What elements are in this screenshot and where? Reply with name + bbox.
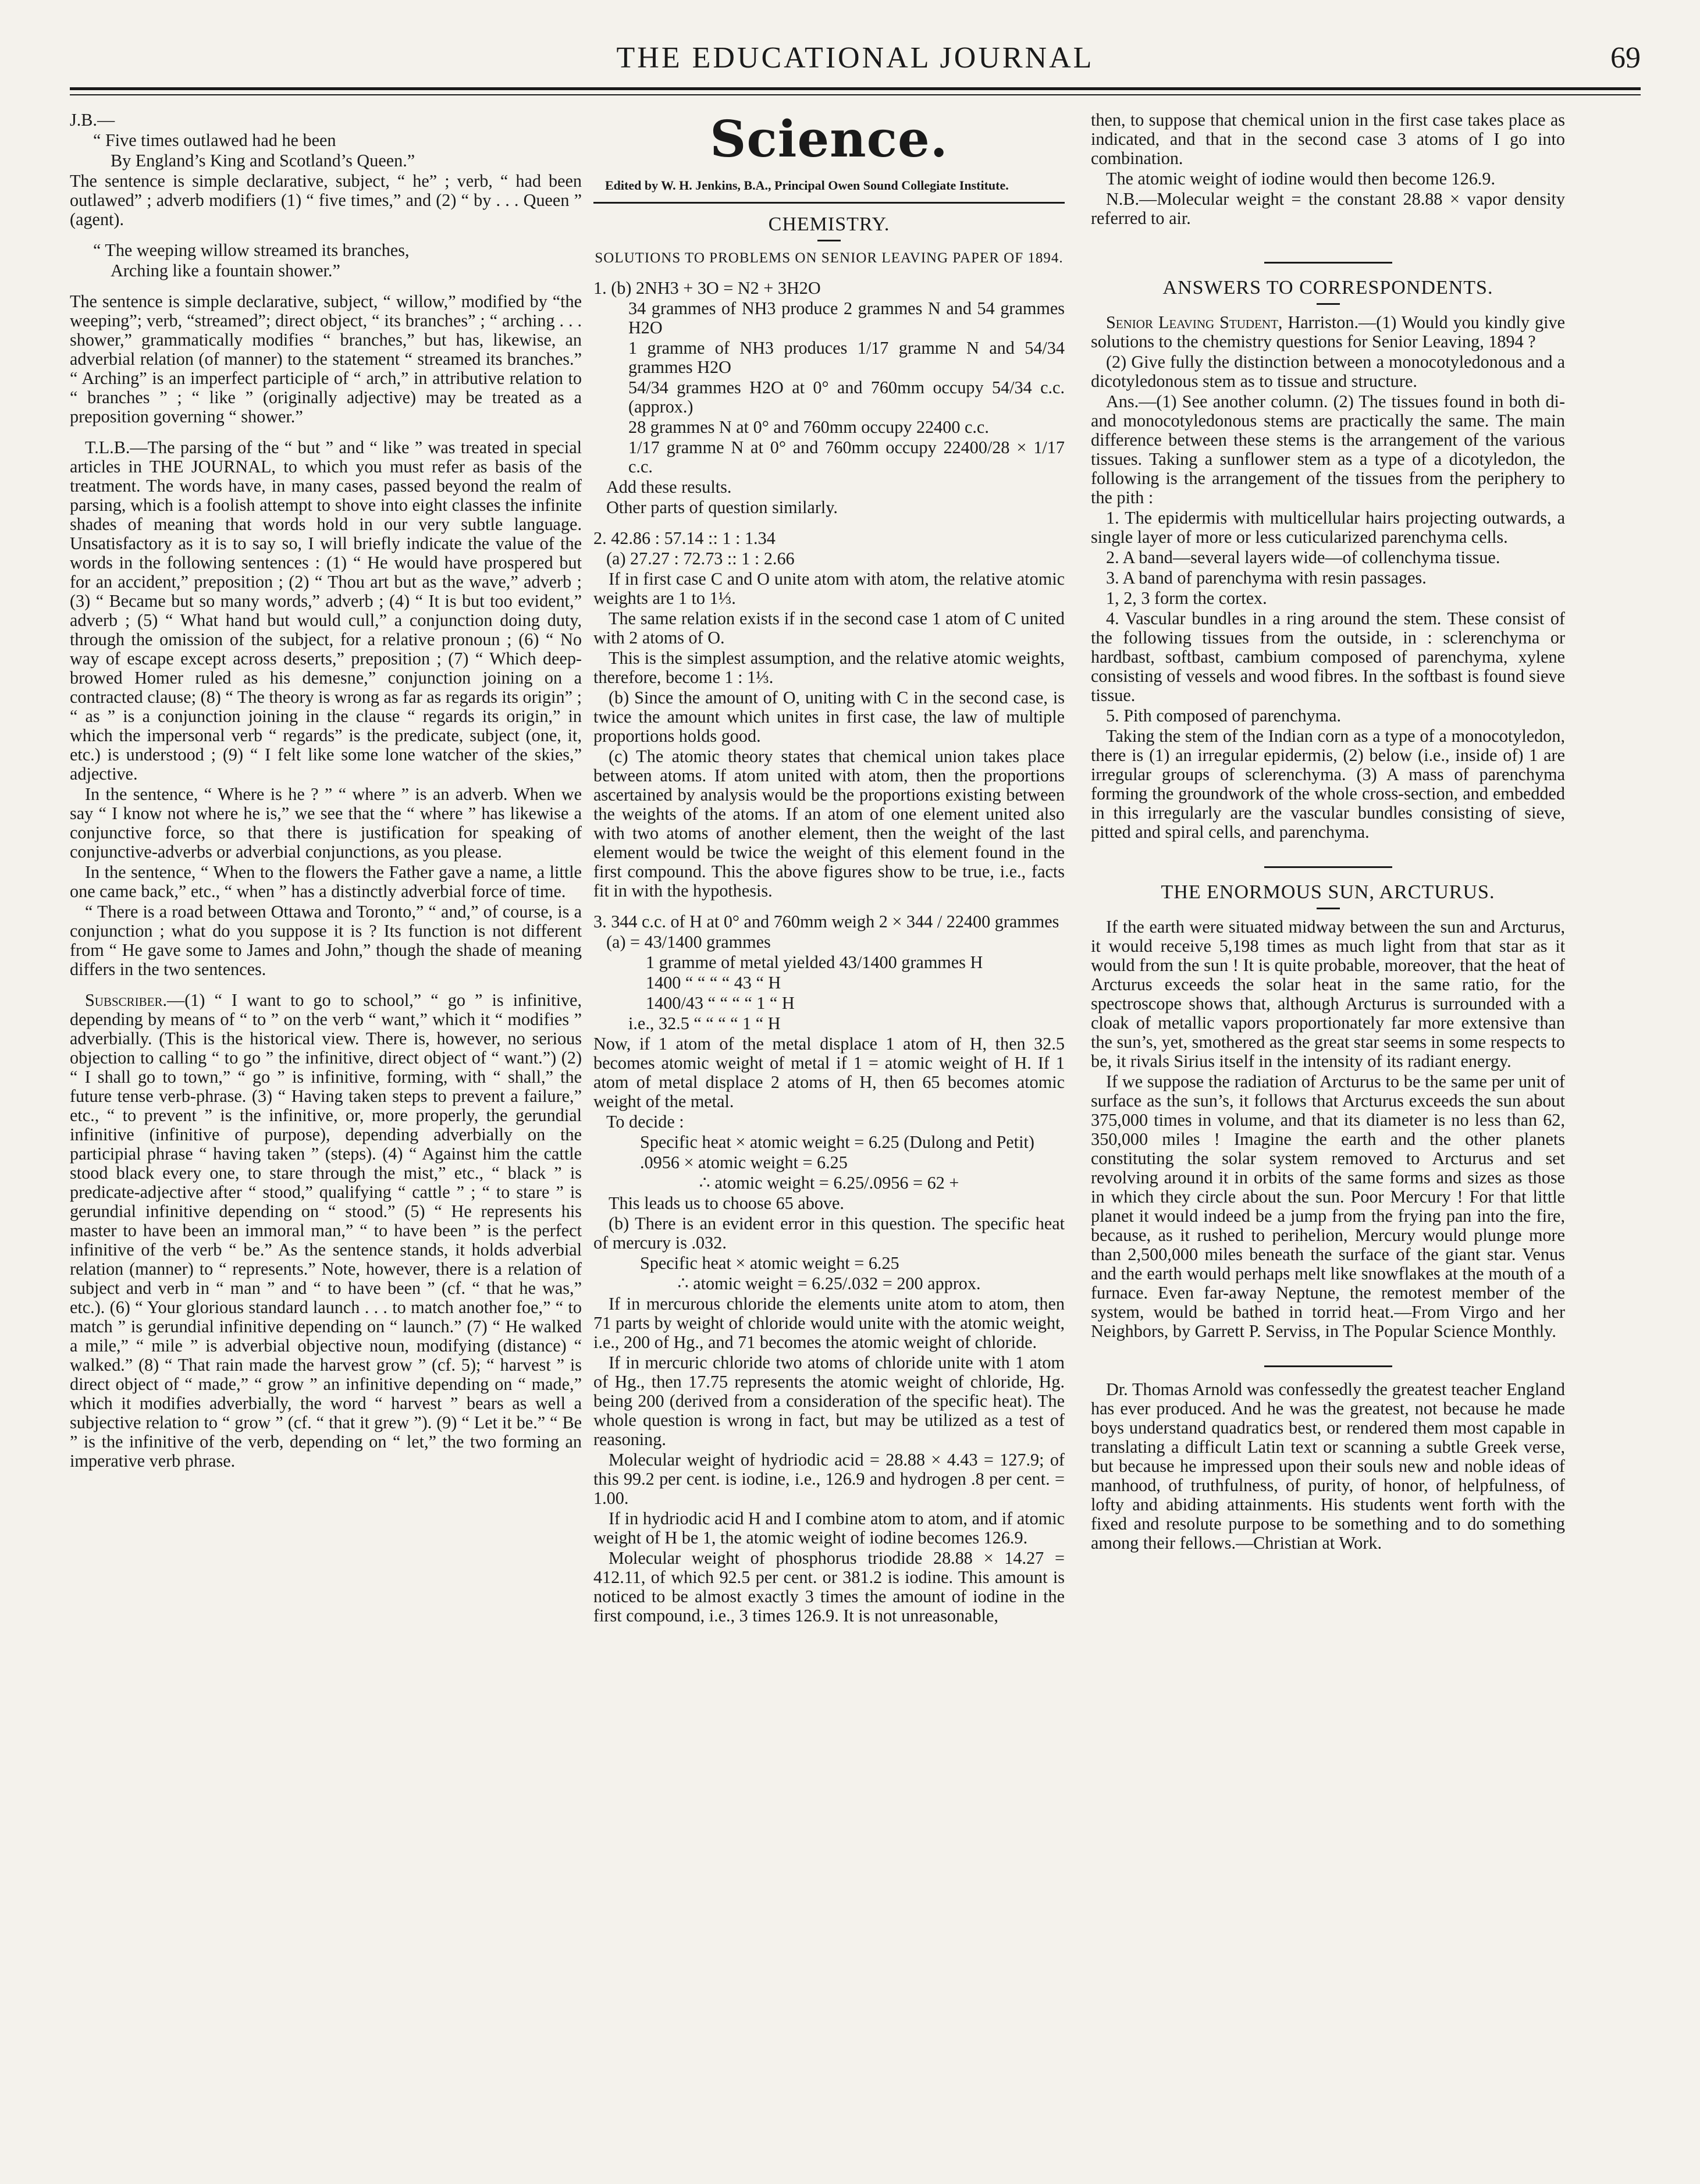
- jb-quote1-line2: By England’s King and Scotland’s Queen.”: [111, 151, 415, 170]
- q3-line-a: (a) = 43/1400 grammes: [606, 932, 771, 952]
- answers-paragraph-4: Taking the stem of the Indian corn as a type of a monocotyledon, there is (1) an irregular epidermis, (2) below (i.e., inside of) 1 are irregular groups of sclerenchyma. (3) A mass of parenchyma forming the groundwork of the whole cross-section, and embedded in this irregularly are the vascular bundles consisting of sieve, pitted and spiral cells, and parenchyma.: [1091, 726, 1565, 842]
- chemistry-dash: [817, 240, 841, 241]
- jb-label: J.B.—: [70, 111, 115, 130]
- jb-quote2-line1: “ The weeping willow streamed its branches,: [93, 240, 410, 260]
- q3-paragraph-4: If in mercurous chloride the elements unite atom to atom, then 71 parts by weight of chloride would unite with the atomic weight, i.e., 200 of Hg., and 71 becomes the atomic weight of chloride.: [593, 1294, 1065, 1352]
- q3-specific-heat-4: Specific heat × atomic weight = 6.25: [640, 1253, 899, 1273]
- answers-list-5: 5. Pith composed of parenchyma.: [1106, 706, 1342, 725]
- section-divider-1: [1264, 262, 1392, 264]
- column-science: [593, 111, 1065, 2141]
- answers-question-1: Harriston.—(1) Would you kindly give solutions to the chemistry questions for Senior Leaving, 1894 ?: [1091, 312, 1565, 351]
- q3-specific-heat-3: ∴ atomic weight = 6.25/.0956 = 62 +: [699, 1173, 959, 1193]
- q3-paragraph-3: (b) There is an evident error in this question. The specific heat of mercury is .032.: [593, 1214, 1065, 1253]
- answers-paragraph-2: (2) Give fully the distinction between a monocotyledonous and a dicotyledonous stem as to tissue and structure.: [1091, 352, 1565, 391]
- journal-title: THE EDUCATIONAL JOURNAL: [616, 41, 1094, 74]
- jb-quote2-line2: Arching like a fountain shower.”: [111, 261, 340, 280]
- tlb-paragraph-2: In the sentence, “ Where is he ? ” “ where ” is an adverb. When we say “ I know not where he is,” we see that the “ where ” has likewise a conjunctive force, so that there is justification for speaking of conjunctive-adverbs or adverbial conjunctions, as you please.: [70, 784, 582, 862]
- q1-line-g: Other parts of question similarly.: [606, 497, 838, 517]
- header-rule-thick: [70, 87, 1641, 90]
- q1-line-c: 54/34 grammes H2O at 0° and 760mm occupy 54/34 c.c. (approx.): [628, 378, 1065, 417]
- q3-line-b: 1 gramme of metal yielded 43/1400 grammes H: [646, 952, 983, 972]
- q3-specific-heat-1: Specific heat × atomic weight = 6.25 (Dulong and Petit): [640, 1132, 1034, 1152]
- answers-list-2: 2. A band—several layers wide—of collenchyma tissue.: [1106, 547, 1500, 567]
- jb-paragraph-1: The sentence is simple declarative, subject, “ he” ; verb, “ had been outlawed” ; adverb modifiers (1) “ five times,” and (2) “ by . . . Queen ” (agent).: [70, 171, 582, 229]
- answers-paragraph-1: [1091, 313, 1565, 351]
- q2-ratio-a: (a) 27.27 : 72.73 :: 1 : 2.66: [606, 549, 795, 568]
- q1-line-e: 1/17 gramme N at 0° and 760mm occupy 22400/28 × 1/17 c.c.: [628, 437, 1065, 476]
- q3-decide: To decide :: [606, 1112, 684, 1132]
- q2-paragraph-3: This is the simplest assumption, and the relative atomic weights, therefore, become 1 : 1⅓.: [593, 648, 1065, 687]
- q3-line-d: 1400/43 “ “ “ “ 1 “ H: [646, 993, 795, 1013]
- arnold-paragraph: Dr. Thomas Arnold was confessedly the greatest teacher England has ever produced. And he was the greatest, not because he made boys understand quadratics best, or rendered them most capable in translating a difficult Latin text or scanning a subtle Greek verse, but because he impressed upon their souls new and noble ideas of manhood, of truthfulness, of purity, of honor, of helpfulness, of lofty and abiding attainments. His students went forth with the fixed and resolute purpose to be something and to do something among their fellows.—Christian at Work.: [1091, 1379, 1565, 1553]
- tlb-paragraph-4: “ There is a road between Ottawa and Toronto,” “ and,” of course, is a conjunction ; what do you suppose it is ? Its function is not different from “ He gave some to James and John,” though the shade of meaning differs in the two sentences.: [70, 902, 582, 979]
- arcturus-paragraph-2: If we suppose the radiation of Arcturus to be the same per unit of surface as the sun’s, it follows that Arcturus exceeds the sun about 375,000 times in volume, and that its diameter is no less than 62, 350,000 miles ! Imagine the earth and the other planets constituting the solar system removed to Arcturus and set revolving around it in orbits of the same forms and sizes as those in which they circle about the sun. Poor Mercury ! For that little planet it would indeed be a jump from the frying pan into the fire, because, as it rushed to perihelion, Mercury would plunge more than 2,500,000 miles beneath the surface of the giant star. Venus and the earth would perhaps melt like snowflakes at the mouth of a furnace. Even far-away Neptune, the remotest member of the system, would be bathed in torrid heat.—From Virgo and her Neighbors, by Garrett P. Serviss, in The Popular Science Monthly.: [1091, 1072, 1565, 1341]
- q1-line-a: 34 grammes of NH3 produce 2 grammes N and 54 grammes H2O: [628, 298, 1065, 337]
- editor-note: Edited by W. H. Jenkins, B.A., Principal Owen Sound Collegiate Institute.: [605, 178, 1009, 193]
- q3-paragraph-7: If in hydriodic acid H and I combine atom to atom, and if atomic weight of H be 1, the atomic weight of iodine becomes 126.9.: [593, 1509, 1065, 1548]
- q2-paragraph-1: If in first case C and O unite atom with atom, the relative atomic weights are 1 to 1⅓.: [593, 569, 1065, 608]
- correspondent-name: Senior Leaving Student,: [1106, 312, 1283, 332]
- q1-equation: 1. (b) 2NH3 + 3O = N2 + 3H2O: [593, 278, 821, 298]
- q2-paragraph-2: The same relation exists if in the second case 1 atom of C united with 2 atoms of O.: [593, 609, 1065, 648]
- continued-paragraph-2: The atomic weight of iodine would then become 126.9.: [1106, 169, 1495, 188]
- column-correspondents: [1091, 111, 1565, 2141]
- q3-specific-heat-2: .0956 × atomic weight = 6.25: [640, 1153, 848, 1172]
- subscriber-text: —(1) “ I want to go to school,” “ go ” is infinitive, depending by means of “ to ” on the verb “ want,” which it “ modifies ” adverbially. (This is the historical view. There is, however, no serious objection to calling “ to go ” the infinitive, direct object of “ want.”) (2) “ I shall go to town,” “ go ” is infinitive, forming, with “ shall,” the future tense verb-phrase. (3) “ Having taken steps to prevent a failure,” etc., “ to prevent ” is the infinitive, or, more properly, the gerundial infinitive (infinitive of purpose), depending adverbially on the participial phrase “ having taken ” (steps). (4) “ Against him the cattle stood black every one, to stare through the mist,” etc., “ black ” is predicate-adjective after “ stood,” qualifying “ cattle ” ; “ to stare ” is gerundial infinitive depending on “ stood.” (5) “ He represents his master to have been an immoral man,” “ to have been ” is the perfect infinitive of the verb “ be.” As the sentence stands, it holds adverbial relation (manner) to “ represents.” Note, however, there is a relation of subject and verb in “ man ” and “ to have been ” (cf. “ that he was,” etc.). (6) “ Your glorious standard launch . . . to match another foe,” “ to match ” is gerundial infinitive depending on “ launch.” (7) “ He walked a mile,” “ mile ” is adverbial objective noun, modifying (distance) “ walked.” (8) “ That rain made the harvest grow ” (cf. 5); “ harvest ” is direct object of “ made,” “ grow ” an infinitive depending on “ made,” which it modifies adverbially, the word “ harvest ” bears as well a subjective relation to “ grow ” (cf. “ that it grew ”). (9) “ Let it be.” “ Be ” is the infinitive of the verb, depending on “ let,” the two forming an imperative verb phrase.: [70, 990, 582, 1471]
- tlb-paragraph-3: In the sentence, “ When to the flowers the Father gave a name, a little one came back,” etc., “ when ” has a distinctly adverbial force of time.: [70, 862, 582, 901]
- q3-paragraph-6: Molecular weight of hydriodic acid = 28.88 × 4.43 = 127.9; of this 99.2 per cent. is iodine, i.e., 126.9 and hydrogen .8 per cent. = 1.00.: [593, 1450, 1065, 1508]
- q3-paragraph-1: Now, if 1 atom of the metal displace 1 atom of H, then 32.5 becomes atomic weight of metal if 1 = atomic weight of H. If 1 atom of metal displace 2 atoms of H, then 65 becomes atomic weight of the metal.: [593, 1034, 1065, 1111]
- page-number: 69: [1610, 41, 1641, 74]
- q3-line-c: 1400 “ “ “ “ 43 “ H: [646, 973, 781, 993]
- q2-ratio: 2. 42.86 : 57.14 :: 1 : 1.34: [593, 528, 776, 548]
- subscriber-paragraph: [70, 991, 582, 1471]
- arcturus-paragraph-1: If the earth were situated midway between the sun and Arcturus, it would receive 5,198 times as much light from that star as it would from the sun ! It is quite probable, moreover, that the heat of Arcturus exceeds the solar heat in the same ratio, for the spectroscope shows that, although Arcturus is surrounded with a cloak of metallic vapors proportionately far more extensive than the sun’s, yet, smothered as the great star seems in some respects to be, it rivals Sirius itself in the intensity of its radiant energy.: [1091, 917, 1565, 1071]
- column-grammar: [70, 111, 582, 2141]
- tlb-paragraph-1: T.L.B.—The parsing of the “ but ” and “ like ” was treated in special articles in THE JOURNAL, to which you must refer as basis of the treatment. The words have, in many cases, passed beyond the realm of parsing, which is a foolish attempt to shove into eight classes the infinite shades of meaning that words hold in our very subtle language. Unsatisfactory as it is to say so, I will briefly indicate the value of the words in the following sentences : (1) “ He would have prospered but for an accident,” preposition ; (2) “ Thou art but as the wave,” adverb ; (3) “ Became but so many words,” adverb ; (4) “ It is but too evident,” adverb ; (5) “ What hand but would cull,” a conjunction doing duty, through the omission of the subject, for a relative pronoun ; (6) “ No way of escape except across deserts,” preposition ; (7) “ Which deep-browed Homer ruled as his demesne,” conjunction joining on a contracted clause; (8) “ The theory is wrong as far as regards its origin” ; “ as ” is a conjunction joining in the clause “ regards its origin,” in which the impersonal verb “ regards” is the predicate, subject (one, it, etc.) is understood ; (9) “ I felt like some lone watcher of the skies,” adjective.: [70, 437, 582, 784]
- arcturus-heading: THE ENORMOUS SUN, ARCTURUS.: [1161, 881, 1495, 903]
- q2-paragraph-4: (b) Since the amount of O, uniting with C in the second case, is twice the amount which unites in first case, the law of multiple proportions holds good.: [593, 688, 1065, 746]
- answers-list-3: 3. A band of parenchyma with resin passages.: [1106, 568, 1427, 588]
- answers-dash: [1317, 303, 1340, 305]
- q1-line-b: 1 gramme of NH3 produces 1/17 gramme N and 54/34 grammes H2O: [628, 338, 1065, 377]
- page-header: [70, 41, 1641, 81]
- q3-paragraph-2: This leads us to choose 65 above.: [609, 1193, 844, 1213]
- section-divider-2: [1264, 866, 1392, 868]
- header-rule-thin: [70, 94, 1641, 95]
- continued-paragraph-1: then, to suppose that chemical union in the first case takes place as indicated, and that in the second case 3 atoms of I go into combination.: [1091, 111, 1565, 168]
- q3-line-e: i.e., 32.5 “ “ “ “ 1 “ H: [628, 1013, 781, 1033]
- jb-quote1-line1: “ Five times outlawed had he been: [93, 130, 336, 150]
- science-section-title: Science.: [710, 111, 948, 169]
- subscriber-name: Subscriber.: [85, 990, 168, 1010]
- answers-list-4: 4. Vascular bundles in a ring around the stem. These consist of the following tissues from the outside, in : sclerenchyma or hardbast, softbast, cambium composed of parenchyma, xylene consisting of vessels and wood fibres. In the softbast is found sieve tissue.: [1091, 609, 1565, 705]
- answers-list-1: 1. The epidermis with multicellular hairs projecting outwards, a single layer of more or less cuticularized parenchyma cells.: [1091, 508, 1565, 547]
- science-rule: [593, 202, 1065, 204]
- answers-paragraph-3: Ans.—(1) See another column. (2) The tissues found in both di- and monocotyledonous stems are practically the same. The main difference between these stems is the arrangement of the various tissues. Taking a sunflower stem as a type of a dicotyledon, the following is the arrangement of the tissues from the periphery to the pith :: [1091, 392, 1565, 507]
- answers-list-3b: 1, 2, 3 form the cortex.: [1106, 588, 1267, 608]
- q3-paragraph-8: Molecular weight of phosphorus triodide 28.88 × 14.27 = 412.11, of which 92.5 per cent. or 381.2 is iodine. This amount is noticed to be almost exactly 3 times the amount of iodine in the first compound, i.e., 3 times 126.9. It is not unreasonable,: [593, 1548, 1065, 1625]
- q3-paragraph-5: If in mercuric chloride two atoms of chloride unite with 1 atom of Hg., then 17.75 represents the atomic weight of chloride, Hg. being 200 (derived from a consideration of the specific heat). The whole question is wrong in fact, but may be utilized as a test of reasoning.: [593, 1353, 1065, 1449]
- q2-paragraph-5: (c) The atomic theory states that chemical union takes place between atoms. If atom united with atom, then the proportions ascertained by analysis would be the proportions existing between the weights of the atoms. If an atom of one element united also with two atoms of another element, then the weight of the last element would be twice the weight of this element found in the first compound. This the above figures show to be true, i.e., facts fit in with the hypothesis.: [593, 746, 1065, 901]
- chemistry-heading: CHEMISTRY.: [768, 214, 890, 235]
- answers-heading: ANSWERS TO CORRESPONDENTS.: [1162, 277, 1493, 298]
- q1-line-f: Add these results.: [606, 477, 732, 497]
- solutions-heading: SOLUTIONS TO PROBLEMS ON SENIOR LEAVING PAPER OF 1894.: [595, 250, 1064, 266]
- jb-paragraph-2: The sentence is simple declarative, subject, “ willow,” modified by “the weeping”; verb, “streamed”; direct object, “ its branches” ; “ arching . . . shower,” grammatically modifies “ branches,” but has, likewise, an adverbial relation (of manner) to the statement “ streamed its branches.” “ Arching” is an imperfect participle of “ arch,” in attributive relation to “ branches ” ; “ like ” (originally adjective) may be treated as a preposition governing “ shower.”: [70, 291, 582, 426]
- continued-paragraph-3: N.B.—Molecular weight = the constant 28.88 × vapor density referred to air.: [1091, 189, 1565, 228]
- section-divider-3: [1264, 1365, 1392, 1367]
- arcturus-dash: [1317, 908, 1340, 909]
- q3-line: 3. 344 c.c. of H at 0° and 760mm weigh 2 × 344 / 22400 grammes: [593, 912, 1059, 931]
- q1-line-d: 28 grammes N at 0° and 760mm occupy 22400 c.c.: [628, 417, 989, 437]
- q3-specific-heat-5: ∴ atomic weight = 6.25/.032 = 200 approx.: [677, 1274, 981, 1293]
